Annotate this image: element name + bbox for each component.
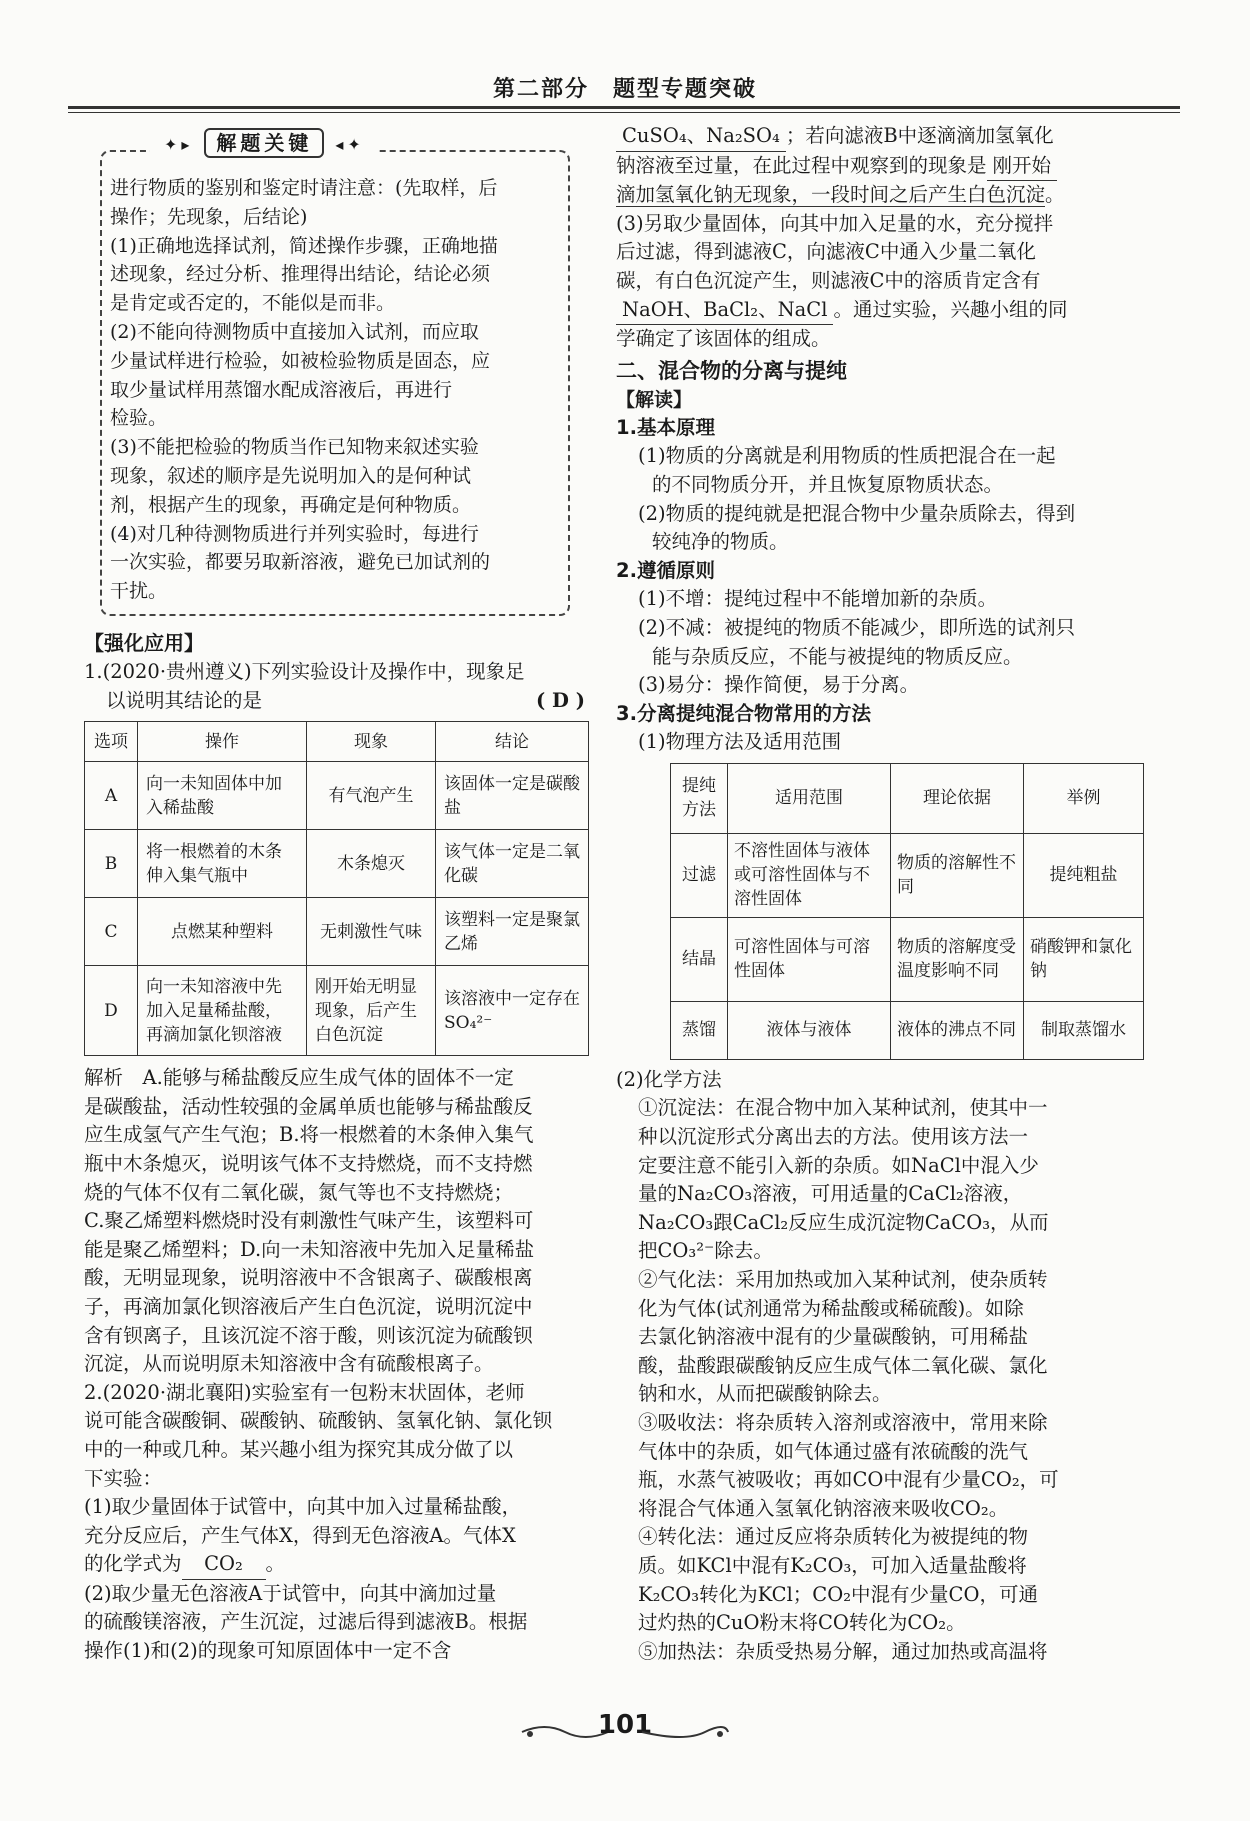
chemical-line: 酸，盐酸跟碳酸钠反应生成气体二氧化碳、氯化 [638,1353,1048,1377]
table-cell: 向一未知溶液中先加入足量稀盐酸，再滴加氯化钡溶液 [138,966,307,1056]
chemical-line: ④转化法：通过反应将杂质转化为被提纯的物 [638,1525,1029,1549]
table-cell: 点燃某种塑料 [138,898,307,966]
key-line: 少量试样进行检验，如被检验物质是固态，应 [110,349,491,372]
table-cell: 物质的溶解度受温度影响不同 [891,917,1024,1001]
table-cell: 可溶性固体与可溶性固体 [728,917,891,1001]
principle-line: (2)不减：被提纯的物质不能减少，即所选的试剂只 [638,615,1076,639]
page-number: 101 [597,1710,653,1740]
r-line: 学确定了该固体的组成。 [616,327,831,351]
table-header: 选项 [85,722,138,762]
table-header: 提纯方法 [671,763,728,833]
table-cell: 不溶性固体与液体或可溶性固体与不溶性固体 [728,833,891,917]
principle-title: 2.遵循原则 [616,558,715,582]
table-cell: 该固体一定是碳酸盐 [436,762,589,830]
table-cell: 将一根燃着的木条伸入集气瓶中 [138,830,307,898]
q2-line [84,1550,589,1580]
analysis-line: C.聚乙烯塑料燃烧时没有刺激性气味产生，该塑料可 [84,1209,534,1233]
r-line [616,296,1146,326]
question-2 [84,1379,589,1666]
r-line: (3)另取少量固体，向其中加入足量的水，充分搅拌 [616,211,1054,235]
table-cell: 过滤 [671,833,728,917]
key-line: 干扰。 [110,580,168,603]
key-points-title-text: 解题关键 [204,128,324,158]
analysis-line: 酸，无明显现象，说明溶液中不含银离子、碳酸根离 [84,1266,533,1290]
q2-x-suffix: 。 [265,1552,286,1576]
key-line: 操作；先现象，后结论) [110,205,308,228]
chemical-line: 瓶，水蒸气被吸收；再如CO中混有少量CO₂，可 [638,1468,1059,1492]
analysis-line: 是碳酸盐，活动性较强的金属单质也能够与稀盐酸反 [84,1094,533,1118]
basic-title: 1.基本原理 [616,415,715,439]
table-experiments [84,721,589,1056]
analysis-line: 子，再滴加氯化钡溶液后产生白色沉淀，说明沉淀中 [84,1294,533,1318]
table-cell: 提纯粗盐 [1024,833,1144,917]
principle-line: (1)不增：提纯过程中不能增加新的杂质。 [638,587,998,611]
q2-line: 的硫酸镁溶液，产生沉淀，过滤后得到滤液B。根据 [84,1610,528,1634]
analysis-line: 应生成氢气产生气泡；B.将一根燃着的木条伸入集气 [84,1123,534,1147]
table-cell: B [85,830,138,898]
key-line: (1)正确地选择试剂，简述操作步骤，正确地描 [110,234,498,257]
table-cell: 硝酸钾和氯化钠 [1024,917,1144,1001]
key-line: 一次实验，都要另取新溶液，避免已加试剂的 [110,551,491,574]
answer-solutes: NaOH、BaCl₂、NaCl [616,296,833,326]
chemical-line: 将混合气体通入氢氧化钠溶液来吸收CO₂。 [638,1496,1009,1520]
q2-line: (2)取少量无色溶液A于试管中，向其中滴加过量 [84,1581,497,1605]
basic-line: 较纯净的物质。 [652,530,789,554]
key-line: (2)不能向待测物质中直接加入试剂，而应取 [110,320,479,343]
table-cell: 有气泡产生 [307,762,436,830]
ornament-right-icon [640,1722,730,1742]
key-line: (3)不能把检验的物质当作已知物来叙述实验 [110,436,479,459]
principle-line: (3)易分：操作简便，易于分离。 [638,673,920,697]
key-line: 述现象，经过分析、推理得出结论，结论必须 [110,263,491,286]
r-text: ；若向滤液B中逐滴滴加氢氧化 [785,124,1054,147]
table-header: 结论 [436,722,589,762]
q2-line: 下实验： [84,1466,163,1490]
basic-line: (1)物质的分离就是利用物质的性质把混合在一起 [638,444,1056,468]
chemical-line: 把CO₃²⁻除去。 [638,1239,773,1263]
key-line: 是肯定或否定的，不能似是而非。 [110,292,396,315]
interpret-label: 【解读】 [616,388,693,411]
chemical-line: ①沉淀法：在混合物中加入某种试剂，使其中一 [638,1096,1048,1120]
key-line: 现象，叙述的顺序是先说明加入的是何种试 [110,464,472,487]
chemical-line: ③吸收法：将杂质转入溶剂或溶液中，常用来除 [638,1411,1048,1434]
right-column [616,122,1146,1666]
chemical-line: ⑤加热法：杂质受热易分解，通过加热或高温将 [638,1639,1048,1663]
q1-line [84,658,589,687]
chemical-line: 钠和水，从而把碳酸钠除去。 [638,1382,892,1406]
r-text: 钠溶液至过量，在此过程中观察到的现象是 [616,153,987,177]
q2-line: (1)取少量固体于试管中，向其中加入过量稀盐酸， [84,1495,522,1519]
r-line [616,122,1146,152]
table-physical-methods [670,763,1144,1060]
table-cell: 液体与液体 [728,1001,891,1059]
key-line: 进行物质的鉴别和鉴定时请注意：(先取样，后 [110,177,498,199]
chemical-line: Na₂CO₃跟CaCl₂反应生成沉淀物CaCO₃，从而 [638,1210,1049,1234]
left-column [84,628,589,1666]
table-cell: 结晶 [671,917,728,1001]
chemical-line: 去氯化钠溶液中混有的少量碳酸钠，可用稀盐 [638,1325,1029,1349]
table-cell: 刚开始无明显现象，后产生白色沉淀 [307,966,436,1056]
analysis-line: 解析 A.能够与稀盐酸反应生成气体的固体不一定 [84,1066,514,1090]
chemical-line: 种以沉淀形式分离出去的方法。使用该方法一 [638,1125,1029,1149]
chemical-line: 定要注意不能引入新的杂质。如NaCl中混入少 [638,1153,1039,1177]
page-header: 第二部分 题型专题突破 [492,77,757,102]
r-line: 碳，有白色沉淀产生，则滤液C中的溶质肯定含有 [616,268,1041,292]
table-cell: 向一未知固体中加入稀盐酸 [138,762,307,830]
chemical-line: 化为气体(试剂通常为稀盐酸或稀硫酸)。如除 [638,1296,1024,1320]
methods-title: 3.分离提纯混合物常用的方法 [616,701,871,725]
section-2-title: 二、混合物的分离与提纯 [616,358,847,383]
q1-text: 1.(2020·贵州遵义)下列实验设计及操作中，现象足 [84,660,525,683]
principle-line: 能与杂质反应，不能与被提纯的物质反应。 [652,644,1023,668]
physical-title: (1)物理方法及适用范围 [638,730,842,754]
analysis-line: 沉淀，从而说明原未知溶液中含有硫酸根离子。 [84,1352,494,1376]
table-cell: 木条熄灭 [307,830,436,898]
strengthen-title: 【强化应用】 [84,631,204,655]
key-line: 剂，根据产生的现象，再确定是何种物质。 [110,493,472,516]
analysis-line: 瓶中木条熄灭，说明该气体不支持燃烧，而不支持燃 [84,1151,533,1175]
analysis-line: 烧的气体不仅有二氧化碳，氮气等也不支持燃烧； [84,1180,514,1204]
q2-line: 操作(1)和(2)的现象可知原固体中一定不含 [84,1639,452,1663]
table-cell: 液体的沸点不同 [891,1001,1024,1059]
chemical-line: K₂CO₃转化为KCl；CO₂中混有少量CO，可通 [638,1582,1038,1606]
key-points-body [110,174,556,606]
table-header: 现象 [307,722,436,762]
analysis-line: 含有钡离子，且该沉淀不溶于酸，则该沉淀为硫酸钡 [84,1323,533,1347]
answer-phenomenon-b: 滴加氢氧化钠无现象，一段时间之后产生白色沉淀 [616,183,1046,207]
q2-line: 中的一种或几种。某兴趣小组为探究其成分做了以 [84,1437,514,1461]
table-cell: 该溶液中一定存在SO₄²⁻ [436,966,589,1056]
q1-answer: ( D ) [536,688,585,712]
chemical-line: 质。如KCl中混有K₂CO₃，可加入适量盐酸将 [638,1553,1027,1577]
table-cell: 该气体一定是二氧化碳 [436,830,589,898]
answer-cuso4: CuSO₄、Na₂SO₄ [616,122,786,152]
analysis-line: 能是聚乙烯塑料；D.向一未知溶液中先加入足量稀盐 [84,1237,535,1261]
key-line: 取少量试样用蒸馏水配成溶液后，再进行 [110,378,453,401]
table-cell: 物质的溶解性不同 [891,833,1024,917]
table-cell: 无刺激性气味 [307,898,436,966]
q2-x-prefix: 的化学式为 [84,1552,182,1576]
key-line: (4)对几种待测物质进行并列实验时，每进行 [110,522,479,545]
header-rule [68,106,1180,113]
q2-answer-co2: CO₂ [182,1550,266,1580]
chemical-line: 量的Na₂CO₃溶液，可用适量的CaCl₂溶液， [638,1182,1023,1206]
table-header: 操作 [138,722,307,762]
table-cell: C [85,898,138,966]
table-cell: 该塑料一定是聚氯乙烯 [436,898,589,966]
table-header: 理论依据 [891,763,1024,833]
analysis-block [84,1064,589,1379]
chemical-title: (2)化学方法 [616,1067,722,1091]
table-header: 适用范围 [728,763,891,833]
table-cell: A [85,762,138,830]
q2-line: 充分反应后，产生气体X，得到无色溶液A。气体X [84,1523,516,1547]
table-cell: D [85,966,138,1056]
table-cell: 制取蒸馏水 [1024,1001,1144,1059]
table-cell: 蒸馏 [671,1001,728,1059]
table-header: 举例 [1024,763,1144,833]
r-line: 后过滤，得到滤液C，向滤液C中通入少量二氧化 [616,240,1036,264]
r-line [616,152,1146,182]
r-line [616,181,1146,210]
key-points-title: ✦▸ 解题关键 ◂✦ [150,126,379,160]
q1-line [84,687,589,716]
chemical-line: ②气化法：采用加热或加入某种试剂，使杂质转 [638,1268,1048,1292]
basic-line: 的不同物质分开，并且恢复原物质状态。 [652,472,1004,496]
basic-line: (2)物质的提纯就是把混合物中少量杂质除去，得到 [638,501,1076,525]
key-line: 检验。 [110,407,168,430]
answer-phenomenon-a: 刚开始 [987,152,1058,182]
chemical-line: 气体中的杂质，如气体通过盛有浓硫酸的洗气 [638,1439,1029,1463]
r-text: 。通过实验，兴趣小组的同 [833,297,1068,321]
q2-line: 说可能含碳酸铜、碳酸钠、硫酸钠、氢氧化钠、氯化钡 [84,1409,553,1433]
chemical-line: 过灼热的CuO粉末将CO转化为CO₂。 [638,1611,966,1635]
q2-line: 2.(2020·湖北襄阳)实验室有一包粉末状固体，老师 [84,1380,525,1404]
q1-text-2: 以说明其结论的是 [106,688,263,712]
r-text: 。 [1045,183,1065,207]
